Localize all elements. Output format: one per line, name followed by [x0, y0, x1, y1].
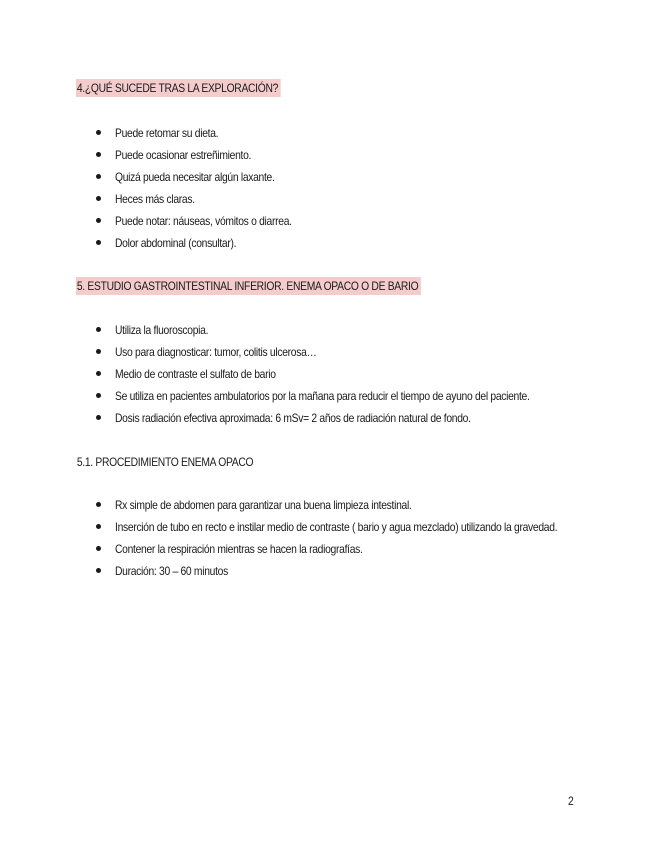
bullet-icon: [96, 524, 101, 529]
list-item: Puede notar: náuseas, vómitos o diarrea.: [0, 210, 320, 232]
bullet-icon: [96, 546, 101, 551]
page-number: 2: [568, 794, 574, 808]
list-item: Puede ocasionar estreñimiento.: [0, 144, 320, 166]
list-item: Heces más claras.: [0, 188, 320, 210]
bullet-icon: [96, 393, 101, 398]
section-4-heading: 4.¿QUÉ SUCEDE TRAS LA EXPLORACIÓN?: [76, 79, 281, 97]
list-item: Dosis radiación efectiva aproximada: 6 mSv= 2 años de radiación natural de fondo.: [0, 407, 597, 429]
bullet-icon: [96, 240, 101, 245]
section-5-heading: 5. ESTUDIO GASTROINTESTINAL INFERIOR. ENEMA OPACO O DE BARIO: [76, 277, 421, 295]
bullet-icon: [96, 130, 101, 135]
list-item: Se utiliza en pacientes ambulatorios por la mañana para reducir el tiempo de ayuno del paciente.: [0, 385, 597, 407]
bullet-icon: [96, 152, 101, 157]
bullet-icon: [96, 371, 101, 376]
bullet-icon: [96, 196, 101, 201]
list-item: Dolor abdominal (consultar).: [0, 232, 320, 254]
section-5-list: [0, 319, 597, 429]
list-item: Uso para diagnosticar: tumor, colitis ulcerosa…: [0, 341, 597, 363]
list-item: Rx simple de abdomen para garantizar una buena limpieza intestinal.: [0, 494, 650, 516]
bullet-icon: [96, 218, 101, 223]
section-5-1-list: [0, 494, 650, 582]
section-4-list: [0, 122, 320, 254]
bullet-icon: [96, 502, 101, 507]
list-item: Inserción de tubo en recto e instilar medio de contraste ( bario y agua mezclado) utilizando la gravedad.: [0, 516, 650, 538]
list-item: Contener la respiración mientras se hacen la radiografías.: [0, 538, 650, 560]
list-item: Utiliza la fluoroscopia.: [0, 319, 597, 341]
bullet-icon: [96, 415, 101, 420]
list-item: Medio de contraste el sulfato de bario: [0, 363, 597, 385]
bullet-icon: [96, 327, 101, 332]
bullet-icon: [96, 174, 101, 179]
list-item: Puede retomar su dieta.: [0, 122, 320, 144]
bullet-icon: [96, 568, 101, 573]
list-item: Duración: 30 – 60 minutos: [0, 560, 650, 582]
section-5-1-heading: 5.1. PROCEDIMIENTO ENEMA OPACO: [76, 455, 254, 469]
bullet-icon: [96, 349, 101, 354]
list-item: Quizá pueda necesitar algún laxante.: [0, 166, 320, 188]
